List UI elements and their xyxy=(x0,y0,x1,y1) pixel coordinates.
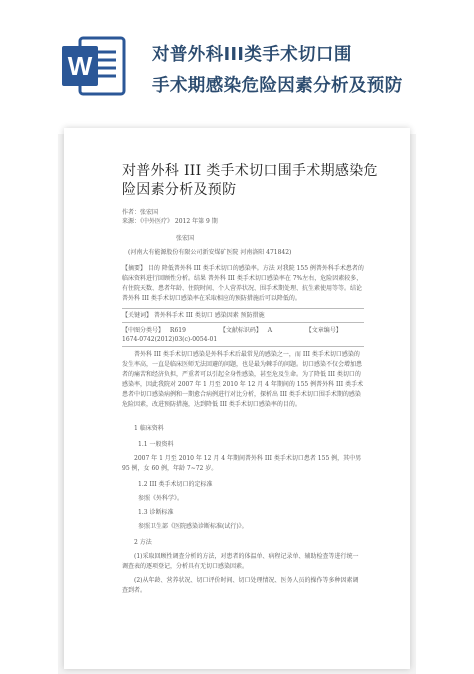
general-data: 2007 年 1 月至 2010 年 12 月 4 年期间普外科 III 类手术切口患者 155 例，其中男 95 例，女 60 例，年龄 7~72 岁。 xyxy=(122,455,362,472)
classification-row xyxy=(122,326,364,335)
document-page xyxy=(64,128,410,669)
article-number: 1674-0742(2012)03(c)-0054-01 xyxy=(122,336,218,343)
method-paragraph: (1)采取回顾性调查分析的方法，对患者的体温单、病程记录单、辅助检查等进行统一调查表的逐项登记，分析具有无切口感染因素。 xyxy=(122,553,359,570)
banner-title xyxy=(152,40,470,102)
method-paragraph: (2)从年龄、营养状况、切口评价时间、切口处理情况、医务人员的操作等多种因素调查到者。 xyxy=(122,577,359,594)
source-line: 来源：《中外医疗》 2012 年第 9 期 xyxy=(122,218,218,225)
clc-value: R619 xyxy=(169,327,186,334)
divider xyxy=(122,322,364,323)
subsection-heading: 1.3 诊断标准 xyxy=(138,509,174,516)
divider xyxy=(122,346,364,347)
section-heading: 2 方法 xyxy=(134,539,152,546)
author-line: 作者：张宏国 xyxy=(122,209,159,216)
introduction: 普外科 III 类手术切口感染是外科手术后最常见的感染之一，而 III 类手术切口感染的发生率高，一直是临床医师无法回避的问题，也是最为棘手的问题。切口感染不仅会增加患者的痛苦和经济负担，严重者可以引起全身性感染，甚至危及生命。为了降低 III 类切口的感染率，因此我院对 2007 年 1 月至 2010 年 12 月 4 年期间的 155 例普外科 III 类手术患者中切口感染病例和一期愈合病例进行对比分析，探析出 III 类手术切口围手术期的感染危险因素，改进预防措施，达到降低 III 类手术切口感染率的目的。 xyxy=(122,351,364,408)
header-banner xyxy=(0,0,474,120)
author-name: 张宏国 xyxy=(176,235,195,242)
keywords: 【关键词】 普外科手术 III 类切口 感染因素 预防措施 xyxy=(122,312,265,319)
abstract: 【摘要】 目的 降低普外科 III 类手术切口的感染率。方法 对我院 155 例普外科手术患者的临床资料进行回顾性分析。结果 普外科 III 类手术切口感染率在 7%左右，危险因素较多，有住院天数、患者年龄、住院时间、个人营养状况、围手术期处理、抗生素使用等等。结论 普外科 III 类手术切口感染率在采取相应的预防措施后可以降低的。 xyxy=(122,265,364,302)
standard-reference: 参照《外科学》。 xyxy=(138,495,184,502)
affiliation: (河南大有能源股份有限公司新安煤矿医院 河南洛阳 471842) xyxy=(128,249,292,256)
document-title: 对普外科 III 类手术切口围手术期感染危险因素分析及预防 xyxy=(122,163,378,198)
doc-code-label: 【文献标识码】 xyxy=(219,327,262,334)
clc-label: 【中图分类号】 xyxy=(122,327,165,334)
subsection-heading: 1.1 一般资料 xyxy=(138,441,174,448)
subsection-heading: 1.2 III 类手术切口的定标准 xyxy=(138,481,213,488)
article-no-label: 【文章编号】 xyxy=(305,327,342,334)
banner-title-line-2: 手术期感染危险因素分析及预防 xyxy=(152,76,403,96)
diagnosis-reference: 参照卫生部《医院感染诊断标准(试行)》。 xyxy=(138,523,248,530)
section-heading: 1 临床资料 xyxy=(134,425,164,432)
word-document-icon xyxy=(58,30,130,102)
doc-code-value: A xyxy=(267,327,273,334)
word-icon-letter: W xyxy=(67,51,93,81)
banner-title-line-1: 对普外科III类手术切口围 xyxy=(152,45,352,65)
divider xyxy=(122,308,364,309)
